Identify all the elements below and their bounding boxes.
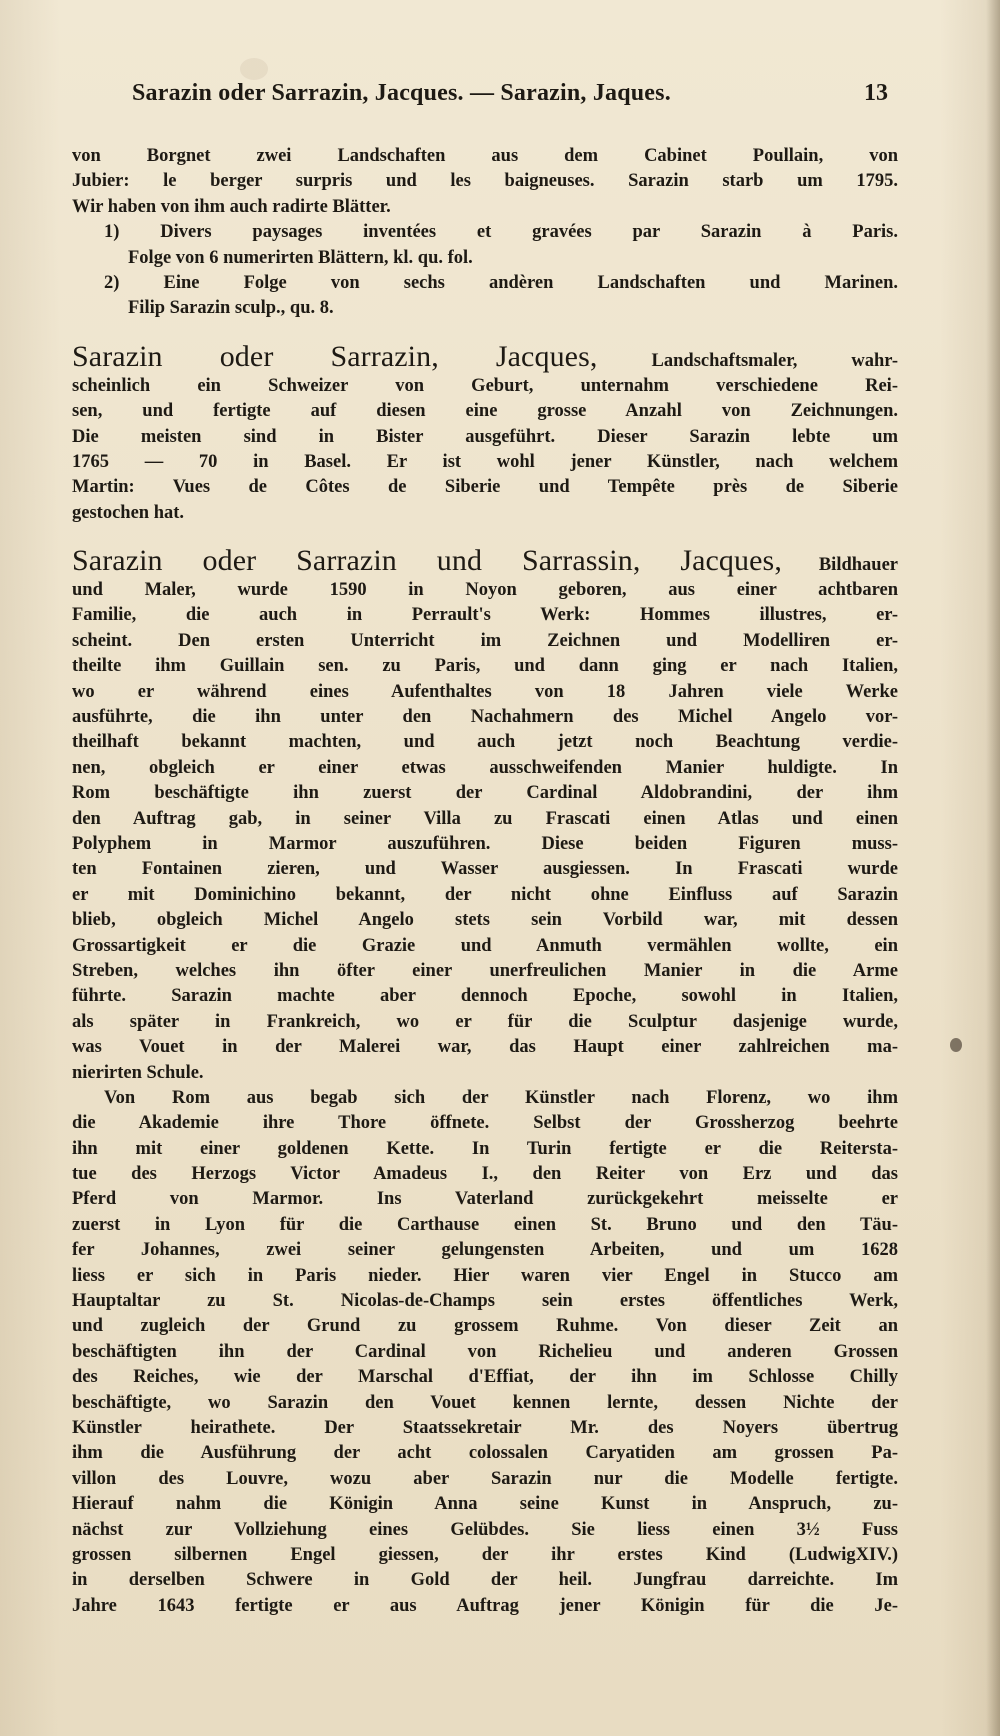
text-line: Wir haben von ihm auch radirte Blätter.	[72, 196, 391, 217]
text-line: theilhaft bekannt machten, und auch jetzt noch Beachtung verdie-	[72, 732, 898, 753]
page-number: 13	[864, 80, 888, 106]
text-line: führte. Sarazin machte aber dennoch Epoche, sowohl in Italien,	[72, 986, 898, 1007]
entry-heading	[72, 340, 898, 374]
text-line: blieb, obgleich Michel Angelo stets sein Vorbild war, mit dessen	[72, 910, 898, 931]
text-line: Familie, die auch in Perrault's Werk: Hommes illustres, er-	[72, 605, 898, 626]
entry-description: Landschaftsmaler, wahr-	[651, 350, 898, 371]
text-line: nierirten Schule.	[72, 1062, 204, 1083]
text-line: 1765 — 70 in Basel. Er ist wohl jener Künstler, nach welchem	[72, 451, 898, 472]
text-line: beschäftigten ihn der Cardinal von Richelieu und anderen Grossen	[72, 1341, 898, 1362]
text-line: und zugleich der Grund zu grossem Ruhme. Von dieser Zeit an	[72, 1316, 898, 1337]
work-item-2-detail: Filip Sarazin sculp., qu. 8.	[128, 298, 334, 319]
work-item-1-detail: Folge von 6 numerirten Blättern, kl. qu. fol.	[128, 247, 473, 268]
text-line: scheint. Den ersten Unterricht im Zeichnen und Modelliren er-	[72, 630, 898, 651]
running-head	[72, 70, 898, 116]
text-line: fer Johannes, zwei seiner gelungensten Arbeiten, und um 1628	[72, 1240, 898, 1261]
page-edge-shadow	[986, 0, 1000, 1736]
text-line: Martin: Vues de Côtes de Siberie und Tempête près de Siberie	[72, 477, 898, 498]
entry-description: Bildhauer	[818, 555, 899, 576]
text-line: grossen silbernen Engel giessen, der ihr erstes Kind (LudwigXIV.)	[72, 1544, 898, 1565]
entry-sarazin-sculptor	[72, 544, 898, 1619]
text-line: ten Fontainen zieren, und Wasser ausgiessen. In Frascati wurde	[72, 859, 898, 880]
work-item-1: 1) Divers paysages inventées et gravées par Sarazin à Paris.	[104, 222, 898, 243]
text-line: Streben, welches ihn öfter einer unerfreulichen Manier in die Arme	[72, 960, 898, 981]
text-line: und Maler, wurde 1590 in Noyon geboren, aus einer achtbaren	[72, 580, 898, 601]
text-line: er mit Dominichino bekannt, der nicht ohne Einfluss auf Sarazin	[72, 884, 898, 905]
text-line: theilte ihm Guillain sen. zu Paris, und dann ging er nach Italien,	[72, 656, 898, 677]
text-line: Jahre 1643 fertigte er aus Auftrag jener Königin für die Je-	[72, 1595, 898, 1616]
text-line: gestochen hat.	[72, 502, 185, 523]
text-line: Hauptaltar zu St. Nicolas-de-Champs sein erstes öffentliches Werk,	[72, 1291, 898, 1312]
entry-heading	[72, 544, 898, 578]
text-line: Jubier: le berger surpris und les baigneuses. Sarazin starb um 1795.	[72, 171, 898, 192]
paper-stain	[950, 1038, 962, 1052]
text-line: von Borgnet zwei Landschaften aus dem Cabinet Poullain, von	[72, 146, 898, 166]
text-block	[72, 70, 898, 1619]
text-line: sen, und fertigte auf diesen eine grosse Anzahl von Zeichnungen.	[72, 401, 898, 422]
text-line: Pferd von Marmor. Ins Vaterland zurückgekehrt meisselte er	[72, 1189, 898, 1210]
text-line: was Vouet in der Malerei war, das Haupt einer zahlreichen ma-	[72, 1037, 898, 1058]
text-line: ihn mit einer goldenen Kette. In Turin fertigte er die Reitersta-	[72, 1138, 898, 1159]
text-line: tue des Herzogs Victor Amadeus I., den Reiter von Erz und das	[72, 1164, 898, 1185]
text-line: die Akademie ihre Thore öffnete. Selbst der Grossherzog beehrte	[72, 1113, 898, 1134]
text-line: villon des Louvre, wozu aber Sarazin nur die Modelle fertigte.	[72, 1468, 898, 1489]
text-line: den Auftrag gab, in seiner Villa zu Frascati einen Atlas und einen	[72, 808, 898, 829]
text-line: Künstler heirathete. Der Staatssekretair Mr. des Noyers übertrug	[72, 1417, 898, 1438]
text-line: Die meisten sind in Bister ausgeführt. Dieser Sarazin lebte um	[72, 426, 898, 447]
continued-paragraph	[72, 144, 898, 322]
text-line: zuerst in Lyon für die Carthause einen St. Bruno und den Täu-	[72, 1214, 898, 1235]
entry-name: Sarazin oder Sarrazin und Sarrassin, Jacques,	[72, 544, 782, 578]
text-line: Hierauf nahm die Königin Anna seine Kunst in Anspruch, zu-	[72, 1494, 898, 1515]
text-line: Grossartigkeit er die Grazie und Anmuth vermählen wollte, ein	[72, 935, 898, 956]
text-line: des Reiches, wie der Marschal d'Effiat, der ihn im Schlosse Chilly	[72, 1367, 898, 1388]
text-line: als später in Frankreich, wo er für die Sculptur dasjenige wurde,	[72, 1011, 898, 1032]
text-line: ausführte, die ihn unter den Nachahmern des Michel Angelo vor-	[72, 707, 898, 728]
paragraph-start: Von Rom aus begab sich der Künstler nach Florenz, wo ihm	[104, 1087, 898, 1108]
work-item-2: 2) Eine Folge von sechs andèren Landschaften und Marinen.	[104, 272, 898, 293]
text-line: nächst zur Vollziehung eines Gelübdes. Sie liess einen 3½ Fuss	[72, 1519, 898, 1540]
entry-sarazin-landscape-painter	[72, 340, 898, 526]
text-line: nen, obgleich er einer etwas ausschweifenden Manier huldigte. In	[72, 757, 898, 778]
text-line: in derselben Schwere in Gold der heil. Jungfrau darreichte. Im	[72, 1570, 898, 1591]
text-line: liess er sich in Paris nieder. Hier waren vier Engel in Stucco am	[72, 1265, 898, 1286]
text-line: Polyphem in Marmor auszuführen. Diese beiden Figuren muss-	[72, 833, 898, 854]
running-head-title: Sarazin oder Sarrazin, Jacques. — Sarazin, Jaques.	[132, 80, 671, 106]
text-line: Rom beschäftigte ihn zuerst der Cardinal Aldobrandini, der ihm	[72, 783, 898, 804]
text-line: wo er während eines Aufenthaltes von 18 Jahren viele Werke	[72, 681, 898, 702]
entry-name: Sarazin oder Sarrazin, Jacques,	[72, 339, 598, 373]
text-line: beschäftigte, wo Sarazin den Vouet kennen lernte, dessen Nichte der	[72, 1392, 898, 1413]
text-line: scheinlich ein Schweizer von Geburt, unternahm verschiedene Rei-	[72, 375, 898, 396]
text-line: ihm die Ausführung der acht colossalen Caryatiden am grossen Pa-	[72, 1443, 898, 1464]
